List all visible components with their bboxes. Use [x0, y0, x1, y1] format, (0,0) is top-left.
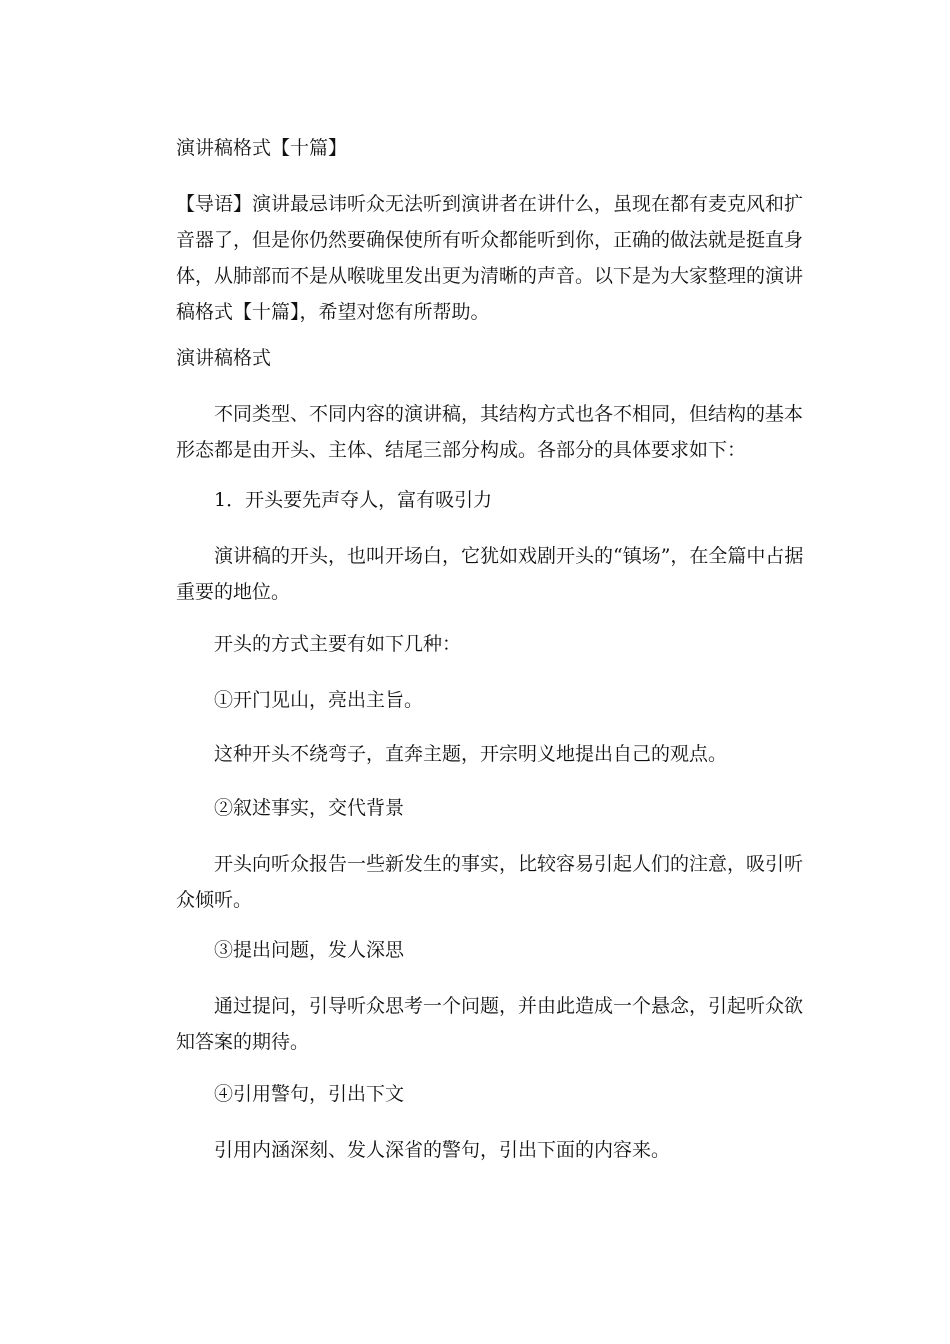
- list-item-heading: ③提出问题，发人深思: [214, 939, 405, 961]
- document-title: 演讲稿格式【十篇】: [176, 137, 348, 159]
- section-heading: 1．开头要先声夺人，富有吸引力: [214, 489, 493, 511]
- body-paragraph: 这种开头不绕弯子，直奔主题，开宗明义地提出自己的观点。: [214, 743, 728, 765]
- body-paragraph: 演讲稿的开头，也叫开场白，它犹如戏剧开头的“镇场”，在全篇中占据重要的地位。: [176, 545, 804, 603]
- list-item-heading: ②叙述事实，交代背景: [214, 797, 405, 819]
- body-paragraph: 不同类型、不同内容的演讲稿，其结构方式也各不相同，但结构的基本形态都是由开头、主体、结尾三部分构成。各部分的具体要求如下：: [176, 403, 804, 461]
- body-paragraph: 开头的方式主要有如下几种：: [214, 633, 462, 655]
- body-paragraph: 开头向听众报告一些新发生的事实，比较容易引起人们的注意，吸引听众倾听。: [176, 853, 804, 911]
- body-paragraph: 通过提问，引导听众思考一个问题，并由此造成一个悬念，引起听众欲知答案的期待。: [176, 995, 804, 1053]
- body-paragraph: 引用内涵深刻、发人深省的警句，引出下面的内容来。: [214, 1139, 671, 1161]
- list-item-heading: ④引用警句，引出下文: [214, 1083, 405, 1105]
- list-item-heading: ①开门见山，亮出主旨。: [214, 689, 424, 711]
- intro-paragraph: 【导语】演讲最忌讳听众无法听到演讲者在讲什么，虽现在都有麦克风和扩音器了，但是你仍然要确保使所有听众都能听到你，正确的做法就是挺直身体，从肺部而不是从喉咙里发出更为清晰的声音。以下是为大家整理的演讲稿格式【十篇】，希望对您有所帮助。: [176, 193, 804, 323]
- section-title: 演讲稿格式: [176, 347, 272, 369]
